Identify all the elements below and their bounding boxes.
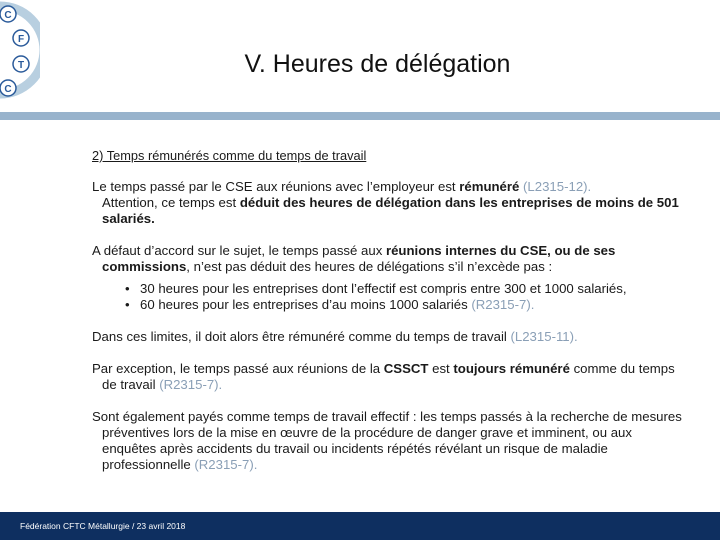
logo-letter: T: [17, 60, 25, 71]
text-run: Attention, ce temps est: [102, 195, 240, 210]
slide-body: [92, 148, 682, 489]
legal-reference: (R2315-7).: [471, 297, 535, 312]
threshold-list: [125, 281, 682, 313]
text-run: A défaut d’accord sur le sujet, le temps passé aux: [92, 243, 386, 258]
paragraph-limits: [92, 329, 682, 345]
paragraph-effective-work: [92, 409, 682, 473]
footer-bar: [0, 512, 720, 540]
legal-reference: (L2315-12).: [523, 179, 592, 194]
text-run: Par exception, le temps passé aux réunions de la: [92, 361, 384, 376]
emphasis: rémunéré: [459, 179, 520, 194]
bullet-marker: •: [125, 281, 130, 296]
logo-letter: C: [4, 84, 12, 95]
paragraph-remuneration: [92, 179, 682, 227]
logo-letter: C: [4, 10, 12, 21]
legal-reference: (R2315-7).: [159, 377, 223, 392]
text-run: , n’est pas déduit des heures de délégations s’il n’excède pas :: [186, 259, 553, 274]
emphasis: déduit des heures de délégation dans les entreprises de moins de 501 salariés.: [102, 195, 679, 226]
paragraph-internal-meetings: [92, 243, 682, 275]
footer-text: Fédération CFTC Métallurgie / 23 avril 2018: [20, 521, 186, 531]
list-item: [125, 297, 682, 313]
bullet-marker: •: [125, 297, 130, 312]
text-run: Sont également payés comme temps de travail effectif : les temps passés à la recherche de mesures préventives lors de la mise en œuvre de la procédure de danger grave et imminent, ou aux enquêtes après accidents du travail ou incidents répétés révélant un risque de maladie professionnelle: [92, 409, 682, 472]
legal-reference: (L2315-11).: [510, 329, 578, 344]
legal-reference: (R2315-7).: [194, 457, 258, 472]
list-item-text: 60 heures pour les entreprises d’au moins 1000 salariés: [140, 297, 472, 312]
slide-title: V. Heures de délégation: [244, 50, 511, 78]
emphasis: CSSCT: [383, 361, 429, 376]
text-run: Dans ces limites, il doit alors être rémunéré comme du temps de travail: [92, 329, 511, 344]
logo-letter: F: [17, 34, 25, 45]
paragraph-cssct: [92, 361, 682, 393]
text-run: Le temps passé par le CSE aux réunions avec l’employeur est: [92, 179, 460, 194]
list-item-text: 30 heures pour les entreprises dont l’effectif est compris entre 300 et 1000 salariés,: [140, 281, 627, 296]
section-subtitle: 2) Temps rémunérés comme du temps de travail: [92, 148, 367, 163]
emphasis: toujours rémunéré: [453, 361, 570, 376]
text-run: comme du temps de travail: [102, 361, 675, 392]
title-divider: [0, 112, 720, 120]
emphasis: réunions internes du CSE, ou de ses commissions: [102, 243, 616, 274]
text-run: est: [428, 361, 454, 376]
list-item: [125, 281, 682, 297]
